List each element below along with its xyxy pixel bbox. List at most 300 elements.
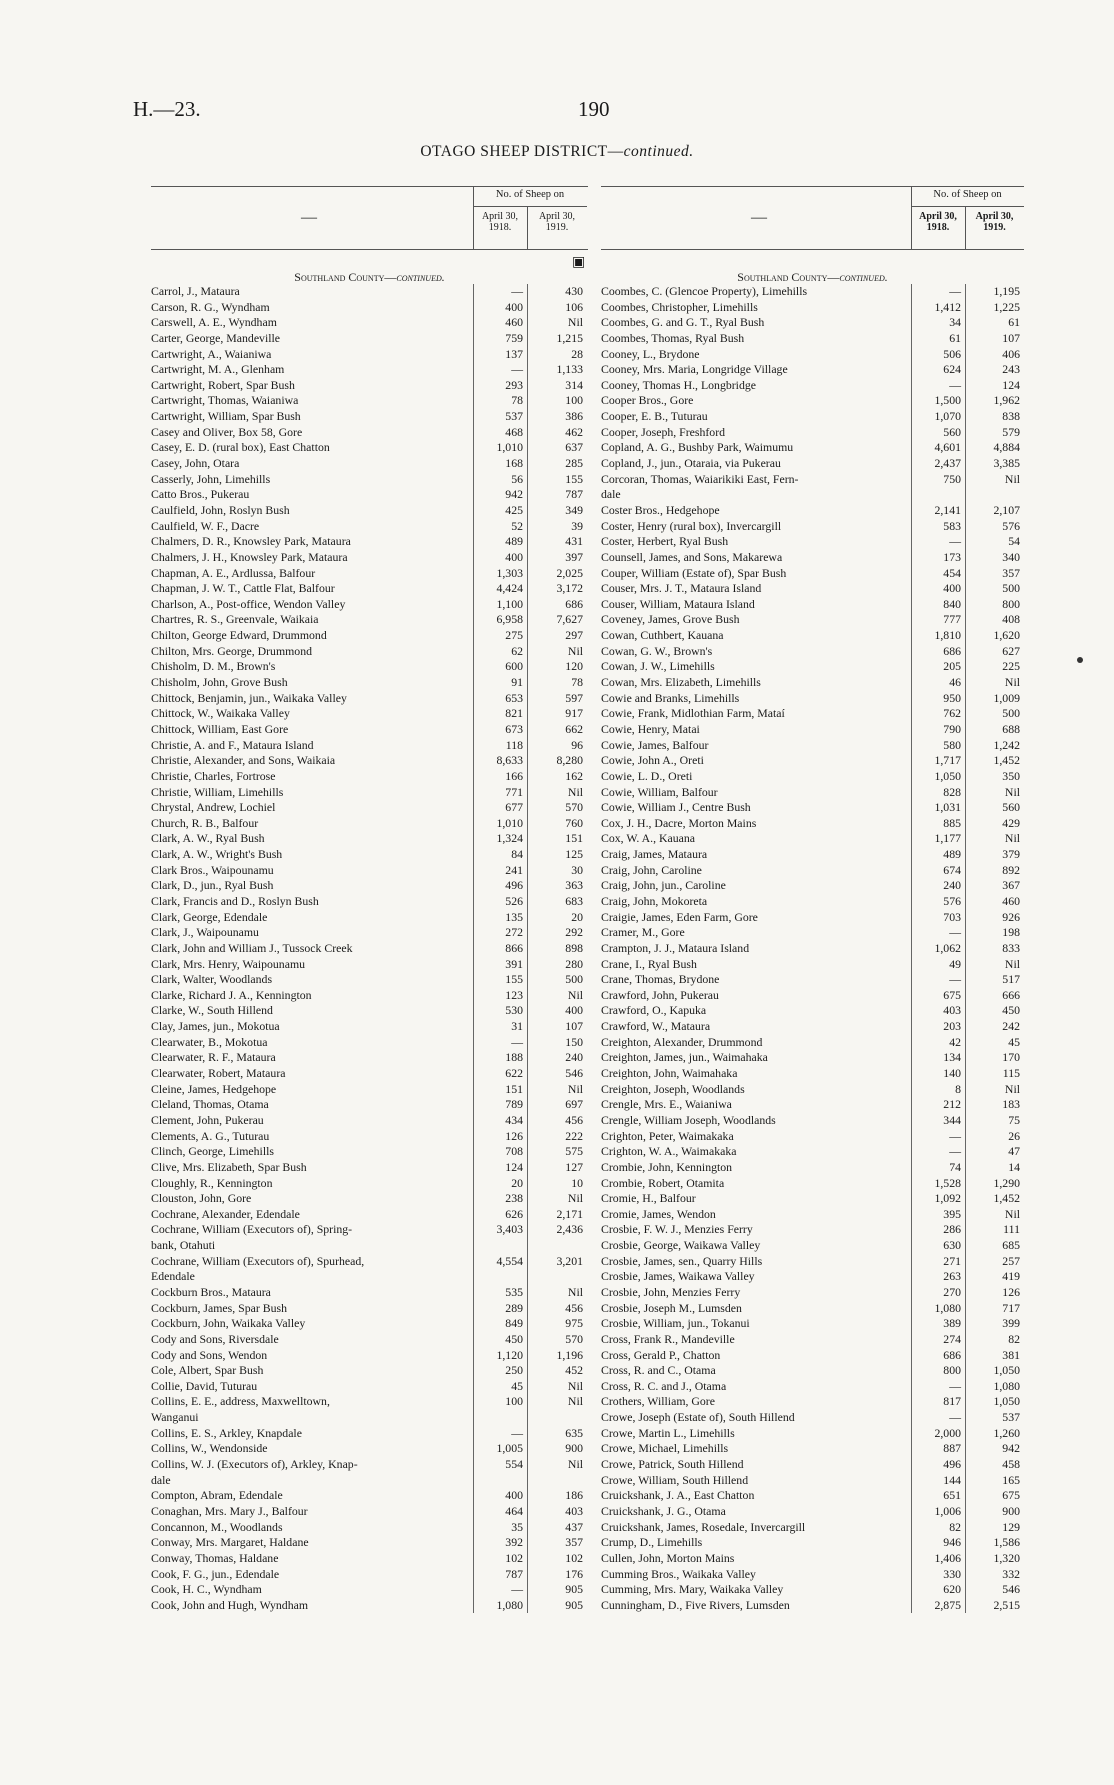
- sheep-1919: 537: [965, 1410, 1024, 1426]
- sheep-1919: 1,215: [527, 331, 587, 347]
- sheep-1918: 392: [473, 1535, 527, 1551]
- table-row: [151, 1598, 588, 1614]
- sheep-1919: 1,225: [965, 300, 1024, 316]
- row-name: Cox, W. A., Kauana: [601, 831, 696, 846]
- row-name: Creighton, Alexander, Drummond: [601, 1034, 763, 1049]
- row-name: Cowie, Henry, Matai: [601, 721, 700, 736]
- sheep-1918: 708: [473, 1144, 527, 1160]
- sheep-1918: 1,070: [911, 409, 965, 425]
- table-row: [601, 612, 1024, 628]
- row-name: Cleland, Thomas, Otama: [151, 1097, 269, 1112]
- row-name: Clark, D., jun., Ryal Bush: [151, 878, 274, 893]
- table-row: [601, 1520, 1024, 1536]
- col-group-label: No. of Sheep on: [495, 189, 565, 200]
- table-row: [151, 894, 588, 910]
- row-name: Chisholm, John, Grove Bush: [151, 675, 288, 690]
- row-name: Crothers, William, Gore: [601, 1394, 715, 1409]
- table-row: [151, 1316, 588, 1332]
- row-name: Chittock, William, East Gore: [151, 721, 289, 736]
- sheep-1918: 166: [473, 769, 527, 785]
- table-row: [601, 1176, 1024, 1192]
- sheep-1919: 340: [965, 550, 1024, 566]
- sheep-1918: [473, 1238, 527, 1254]
- row-name: Clements, A. G., Tuturau: [151, 1128, 270, 1143]
- table-row: [601, 1207, 1024, 1223]
- table-row: [151, 1207, 588, 1223]
- row-name: Cowie, William, Balfour: [601, 784, 718, 799]
- sheep-1919: 917: [527, 706, 587, 722]
- title-main: OTAGO SHEEP DISTRICT—: [420, 143, 624, 160]
- row-name: Clearwater, Robert, Mataura: [151, 1066, 286, 1081]
- sheep-1919: 176: [527, 1567, 587, 1583]
- table-row: [151, 1394, 588, 1410]
- sheep-1919: 403: [527, 1504, 587, 1520]
- col-1918: April 30, 1918.: [481, 211, 519, 233]
- row-name: Coster, Herbert, Ryal Bush: [601, 534, 729, 549]
- row-name: Cooney, L., Brydone: [601, 346, 700, 361]
- sheep-1918: 1,406: [911, 1551, 965, 1567]
- table-row: [151, 519, 588, 535]
- table-row: [601, 878, 1024, 894]
- row-name: Cochrane, William (Executors of), Spurhead,: [151, 1253, 365, 1268]
- table-row: [601, 393, 1024, 409]
- row-name: Crawford, John, Pukerau: [601, 987, 719, 1002]
- sheep-1919: 162: [527, 769, 587, 785]
- row-name: Chittock, W., Waikaka Valley: [151, 706, 290, 721]
- sheep-1919: 579: [965, 425, 1024, 441]
- sheep-1919: 546: [527, 1066, 587, 1082]
- row-name: Craig, John, Caroline: [601, 862, 702, 877]
- table-row: [151, 831, 588, 847]
- sheep-1919: 115: [965, 1066, 1024, 1082]
- row-name: Cartwright, Robert, Spar Bush: [151, 377, 295, 392]
- table-row: [151, 1050, 588, 1066]
- sheep-1919: 186: [527, 1488, 587, 1504]
- sheep-1918: 496: [911, 1457, 965, 1473]
- row-name: Christie, Charles, Fortrose: [151, 768, 276, 783]
- sheep-1918: 42: [911, 1035, 965, 1051]
- sheep-1918: 272: [473, 925, 527, 941]
- row-name: Cromie, James, Wendon: [601, 1206, 716, 1221]
- table-row: [151, 1410, 588, 1426]
- sheep-1919: Nil: [965, 1082, 1024, 1098]
- sheep-1918: 84: [473, 847, 527, 863]
- table-row: [151, 628, 588, 644]
- sheep-1918: 3,403: [473, 1222, 527, 1238]
- sheep-1918: 946: [911, 1535, 965, 1551]
- sheep-1919: 458: [965, 1457, 1024, 1473]
- table-row: [601, 910, 1024, 926]
- table-row: [151, 1144, 588, 1160]
- sheep-1918: —: [911, 534, 965, 550]
- table-row: [601, 925, 1024, 941]
- sheep-1918: [473, 1473, 527, 1489]
- table-row: [151, 1019, 588, 1035]
- row-name: Coveney, James, Grove Bush: [601, 612, 740, 627]
- sheep-1919: 688: [965, 722, 1024, 738]
- sheep-1919: 120: [527, 659, 587, 675]
- sheep-1919: 399: [965, 1316, 1024, 1332]
- row-name: Crighton, W. A., Waimakaka: [601, 1144, 737, 1159]
- sheep-1918: 1,062: [911, 941, 965, 957]
- sheep-1919: 54: [965, 534, 1024, 550]
- sheep-1919: 456: [527, 1113, 587, 1129]
- sheep-1918: 400: [473, 1488, 527, 1504]
- sheep-1919: 240: [527, 1050, 587, 1066]
- sheep-1919: 546: [965, 1582, 1024, 1598]
- sheep-1919: 1,452: [965, 1191, 1024, 1207]
- sheep-1918: 20: [473, 1176, 527, 1192]
- table-row: [601, 988, 1024, 1004]
- table-row: [601, 550, 1024, 566]
- sheep-1918: 674: [911, 863, 965, 879]
- table-row: [151, 706, 588, 722]
- table-row: [601, 941, 1024, 957]
- sheep-1919: 198: [965, 925, 1024, 941]
- table-row: [151, 1535, 588, 1551]
- sheep-1918: 789: [473, 1097, 527, 1113]
- table-row: [601, 1598, 1024, 1614]
- table-row: [601, 1082, 1024, 1098]
- table-row: [151, 1504, 588, 1520]
- sheep-1918: 583: [911, 519, 965, 535]
- title-continued: continued.: [623, 143, 694, 160]
- table-row: [601, 722, 1024, 738]
- row-name: Counsell, James, and Sons, Makarewa: [601, 549, 783, 564]
- table-row: [601, 440, 1024, 456]
- table-row: [151, 1285, 588, 1301]
- row-name: Cody and Sons, Riversdale: [151, 1331, 279, 1346]
- sheep-1919: 942: [965, 1441, 1024, 1457]
- row-name: Clark Bros., Waipounamu: [151, 862, 274, 877]
- section-heading: Southland County—continued.: [294, 270, 445, 284]
- sheep-1918: 395: [911, 1207, 965, 1223]
- table-row: [601, 519, 1024, 535]
- table-row: [151, 1348, 588, 1364]
- sheep-1919: 637: [527, 440, 587, 456]
- stamp-mark: ▣: [572, 255, 586, 270]
- table-row: [601, 1035, 1024, 1051]
- sheep-1919: 183: [965, 1097, 1024, 1113]
- row-name: Cowan, Mrs. Elizabeth, Limehills: [601, 675, 761, 690]
- sheep-1919: 107: [527, 1019, 587, 1035]
- row-name: Crosbie, James, Waikawa Valley: [601, 1269, 755, 1284]
- table-row: [151, 1269, 588, 1285]
- sheep-1919: 517: [965, 972, 1024, 988]
- row-name: Casey, John, Otara: [151, 456, 240, 471]
- table-row: [601, 1097, 1024, 1113]
- row-name: Clinch, George, Limehills: [151, 1144, 274, 1159]
- table-row: [151, 393, 588, 409]
- sheep-1919: 100: [527, 393, 587, 409]
- table-row: [151, 1254, 588, 1270]
- sheep-1919: 151: [527, 831, 587, 847]
- sheep-1919: 1,260: [965, 1426, 1024, 1442]
- sheep-1918: 828: [911, 785, 965, 801]
- table-row: [151, 362, 588, 378]
- sheep-1918: 151: [473, 1082, 527, 1098]
- table-row: [151, 1488, 588, 1504]
- table-row: [151, 1082, 588, 1098]
- sheep-1919: 386: [527, 409, 587, 425]
- table-row: [601, 1285, 1024, 1301]
- sheep-1918: 271: [911, 1254, 965, 1270]
- sheep-1918: 173: [911, 550, 965, 566]
- table-row: [601, 1113, 1024, 1129]
- table-row: [151, 675, 588, 691]
- row-name: Christie, Alexander, and Sons, Waikaia: [151, 753, 336, 768]
- sheep-1918: 35: [473, 1520, 527, 1536]
- sheep-1919: 898: [527, 941, 587, 957]
- sheep-1918: 31: [473, 1019, 527, 1035]
- table-row: [151, 1301, 588, 1317]
- sheep-1919: 4,884: [965, 440, 1024, 456]
- table-row: [151, 612, 588, 628]
- sheep-1918: 1,031: [911, 800, 965, 816]
- table-row: [151, 1473, 588, 1489]
- table-row: [151, 1097, 588, 1113]
- sheep-1918: 950: [911, 691, 965, 707]
- sheep-1919: 437: [527, 1520, 587, 1536]
- sheep-1918: 144: [911, 1473, 965, 1489]
- sheep-1919: 150: [527, 1035, 587, 1051]
- sheep-1919: Nil: [965, 1207, 1024, 1223]
- table-row: [151, 487, 588, 503]
- sheep-1919: 367: [965, 878, 1024, 894]
- sheep-1919: 627: [965, 644, 1024, 660]
- table-row: [601, 706, 1024, 722]
- row-name: Cramer, M., Gore: [601, 925, 685, 940]
- sheep-1918: 78: [473, 393, 527, 409]
- row-name: Cowan, J. W., Limehills: [601, 659, 715, 674]
- table-row: [151, 1567, 588, 1583]
- sheep-1918: 118: [473, 738, 527, 754]
- table-row: [601, 1332, 1024, 1348]
- table-row: [601, 628, 1024, 644]
- sheep-1919: 2,171: [527, 1207, 587, 1223]
- row-name: Crengle, William Joseph, Woodlands: [601, 1112, 776, 1127]
- table-row: [601, 831, 1024, 847]
- sheep-1919: 666: [965, 988, 1024, 1004]
- sheep-1918: 4,554: [473, 1254, 527, 1270]
- table-row: [601, 1222, 1024, 1238]
- sheep-1919: 1,050: [965, 1394, 1024, 1410]
- sheep-1919: 106: [527, 300, 587, 316]
- table-row: [151, 691, 588, 707]
- table-row: [601, 1191, 1024, 1207]
- sheep-1918: —: [473, 1582, 527, 1598]
- sheep-1919: 82: [965, 1332, 1024, 1348]
- sheep-1918: —: [911, 378, 965, 394]
- section-heading-right: Southland County—continued.: [737, 270, 888, 284]
- table-row: [601, 1269, 1024, 1285]
- sheep-1919: Nil: [527, 1191, 587, 1207]
- table-row: [151, 1035, 588, 1051]
- table-row: [601, 957, 1024, 973]
- row-name: Craig, John, Mokoreta: [601, 893, 708, 908]
- row-name: Crengle, Mrs. E., Waianiwa: [601, 1097, 732, 1112]
- row-name: Cartwright, Thomas, Waianiwa: [151, 393, 299, 408]
- row-name: Clark, Walter, Woodlands: [151, 972, 273, 987]
- row-name: Cross, R. and C., Otama: [601, 1363, 716, 1378]
- sheep-1918: 840: [911, 597, 965, 613]
- sheep-1918: 240: [911, 878, 965, 894]
- row-name: Cumming Bros., Waikaka Valley: [601, 1566, 756, 1581]
- sheep-1919: 225: [965, 659, 1024, 675]
- sheep-1919: 10: [527, 1176, 587, 1192]
- row-name: Cody and Sons, Wendon: [151, 1347, 268, 1362]
- table-row: [151, 1191, 588, 1207]
- table-row: [601, 1301, 1024, 1317]
- sheep-1918: 464: [473, 1504, 527, 1520]
- table-row: [601, 284, 1024, 300]
- right-table-header: [601, 186, 1024, 250]
- sheep-1919: 662: [527, 722, 587, 738]
- sheep-1919: 47: [965, 1144, 1024, 1160]
- row-name: Coombes, G. and G. T., Ryal Bush: [601, 315, 765, 330]
- sheep-1919: 45: [965, 1035, 1024, 1051]
- sheep-1918: 91: [473, 675, 527, 691]
- table-row: [601, 1394, 1024, 1410]
- sheep-1918: 62: [473, 644, 527, 660]
- sheep-1919: 900: [527, 1441, 587, 1457]
- row-name: Cockburn Bros., Mataura: [151, 1285, 271, 1299]
- row-name: Cleine, James, Hedgehope: [151, 1081, 277, 1096]
- row-name: Crowe, Michael, Limehills: [601, 1441, 729, 1456]
- table-row: [151, 1426, 588, 1442]
- table-row: [151, 941, 588, 957]
- sheep-1918: 530: [473, 1003, 527, 1019]
- sheep-1919: 381: [965, 1348, 1024, 1364]
- row-name: dale: [151, 1472, 171, 1487]
- sheep-1919: Nil: [965, 472, 1024, 488]
- sheep-1919: 2,515: [965, 1598, 1024, 1614]
- sheep-1918: 686: [911, 644, 965, 660]
- sheep-1918: 52: [473, 519, 527, 535]
- table-row: [601, 503, 1024, 519]
- sheep-1919: 450: [965, 1003, 1024, 1019]
- row-name: Edendale: [151, 1269, 195, 1284]
- row-name: Clarke, W., South Hillend: [151, 1003, 273, 1018]
- sheep-1919: 78: [527, 675, 587, 691]
- header-dash: —: [301, 209, 317, 226]
- sheep-1918: 675: [911, 988, 965, 1004]
- sheep-1918: 454: [911, 566, 965, 582]
- sheep-1919: 597: [527, 691, 587, 707]
- sheep-1918: 1,177: [911, 831, 965, 847]
- sheep-1919: Nil: [527, 315, 587, 331]
- sheep-1919: 75: [965, 1113, 1024, 1129]
- row-name: Clark, John and William J., Tussock Creek: [151, 940, 353, 955]
- sheep-1919: 2,107: [965, 503, 1024, 519]
- sheep-1918: 771: [473, 785, 527, 801]
- sheep-1919: 102: [527, 1551, 587, 1567]
- table-row: [151, 284, 588, 300]
- table-row: [601, 769, 1024, 785]
- sheep-1919: Nil: [527, 785, 587, 801]
- sheep-1919: [527, 1410, 587, 1426]
- table-row: [151, 644, 588, 660]
- sheep-1918: 2,141: [911, 503, 965, 519]
- sheep-1919: 800: [965, 597, 1024, 613]
- sheep-1918: 330: [911, 1567, 965, 1583]
- row-name: Couser, Mrs. J. T., Mataura Island: [601, 581, 762, 596]
- table-row: [601, 1160, 1024, 1176]
- sheep-1919: Nil: [965, 785, 1024, 801]
- table-row: [601, 331, 1024, 347]
- row-name: Cruickshank, J. A., East Chatton: [601, 1488, 755, 1503]
- table-row: [601, 597, 1024, 613]
- sheep-1918: 137: [473, 347, 527, 363]
- row-name: Crighton, Peter, Waimakaka: [601, 1128, 734, 1143]
- sheep-1918: 686: [911, 1348, 965, 1364]
- sheep-1918: 100: [473, 1394, 527, 1410]
- table-row: [601, 1316, 1024, 1332]
- sheep-1919: 456: [527, 1301, 587, 1317]
- table-row: [601, 863, 1024, 879]
- table-row: [151, 1441, 588, 1457]
- table-row: [601, 472, 1024, 488]
- header-dash-right: —: [751, 209, 767, 226]
- row-name: Craig, John, jun., Caroline: [601, 878, 726, 893]
- sheep-1918: 580: [911, 738, 965, 754]
- row-name: Cowie, James, Balfour: [601, 737, 709, 752]
- row-name: Christie, William, Limehills: [151, 784, 284, 799]
- sheep-1918: 45: [473, 1379, 527, 1395]
- table-row: [151, 957, 588, 973]
- sheep-1918: 489: [911, 847, 965, 863]
- sheep-1918: 653: [473, 691, 527, 707]
- sheep-1919: 39: [527, 519, 587, 535]
- sheep-1918: 140: [911, 1066, 965, 1082]
- row-name: Cruickshank, James, Rosedale, Invercargill: [601, 1519, 806, 1534]
- table-row: [151, 1129, 588, 1145]
- sheep-1919: 905: [527, 1582, 587, 1598]
- row-name: Conway, Thomas, Haldane: [151, 1550, 279, 1565]
- sheep-1919: 675: [965, 1488, 1024, 1504]
- table-row: [151, 566, 588, 582]
- sheep-1919: 1,962: [965, 393, 1024, 409]
- sheep-1918: 4,424: [473, 581, 527, 597]
- row-name: Copland, J., jun., Otaraia, via Pukerau: [601, 456, 781, 471]
- table-row: [601, 972, 1024, 988]
- sheep-1918: 1,810: [911, 628, 965, 644]
- table-row: [601, 409, 1024, 425]
- sheep-1918: 286: [911, 1222, 965, 1238]
- row-name: Cunningham, D., Five Rivers, Lumsden: [601, 1597, 790, 1612]
- row-name: Conaghan, Mrs. Mary J., Balfour: [151, 1503, 308, 1518]
- row-name: Crosbie, George, Waikawa Valley: [601, 1238, 761, 1253]
- table-row: [151, 1363, 588, 1379]
- sheep-1919: 61: [965, 315, 1024, 331]
- sheep-1918: 1,050: [911, 769, 965, 785]
- sheep-1919: 686: [527, 597, 587, 613]
- row-name: Cooney, Mrs. Maria, Longridge Village: [601, 362, 788, 377]
- sheep-1919: 1,242: [965, 738, 1024, 754]
- sheep-1918: 49: [911, 957, 965, 973]
- sheep-1919: 500: [965, 706, 1024, 722]
- sheep-1918: —: [911, 1379, 965, 1395]
- table-row: [601, 1504, 1024, 1520]
- sheep-1918: 885: [911, 816, 965, 832]
- sheep-1919: 363: [527, 878, 587, 894]
- col-1919-right: April 30, 1919.: [975, 211, 1014, 233]
- row-name: Cockburn, John, Waikaka Valley: [151, 1316, 306, 1331]
- row-name: Clark, A. W., Ryal Bush: [151, 831, 265, 846]
- table-row: [601, 1441, 1024, 1457]
- sheep-1919: 30: [527, 863, 587, 879]
- table-row: [151, 300, 588, 316]
